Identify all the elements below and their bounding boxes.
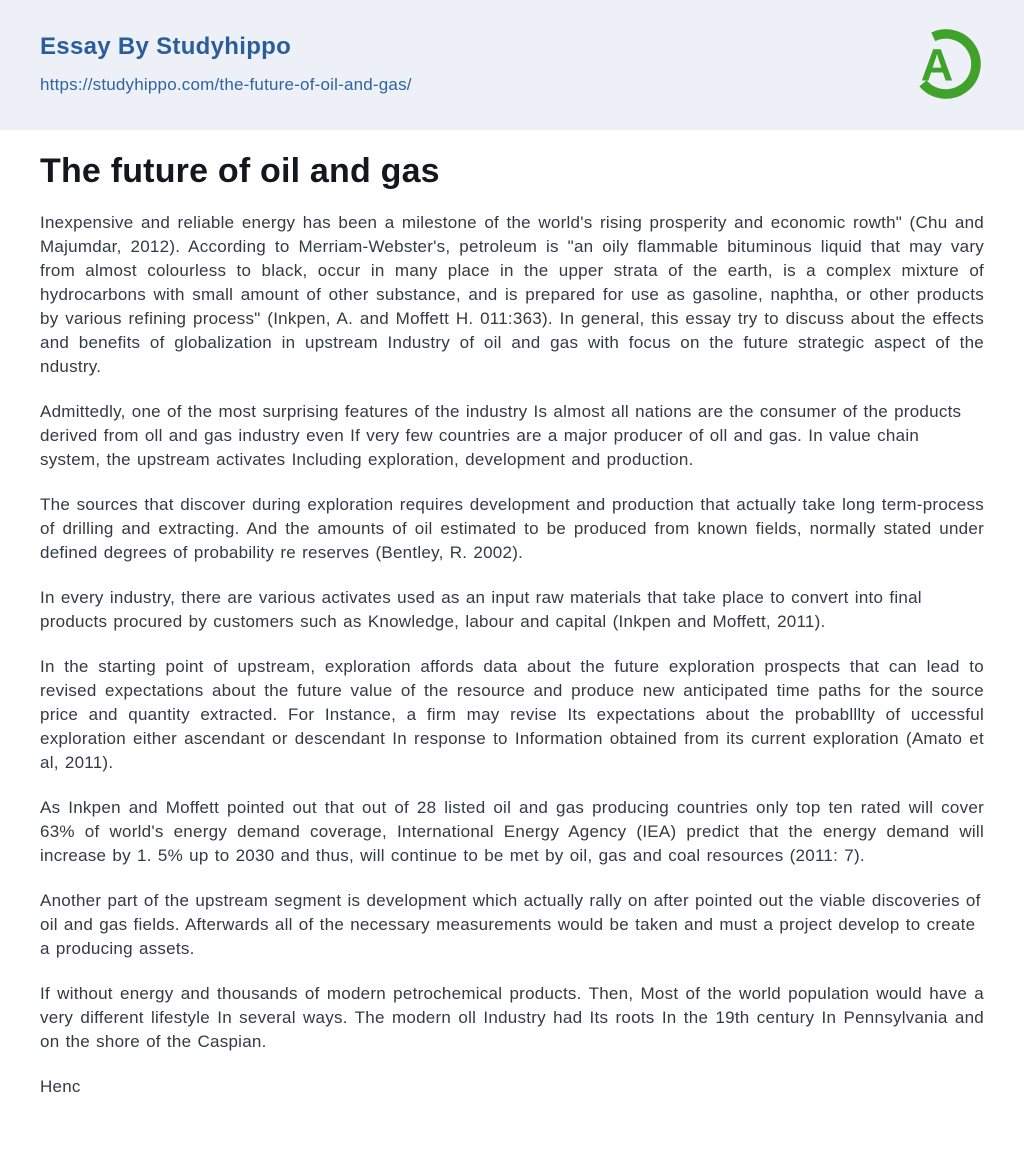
essay-content <box>0 130 1024 1160</box>
essay-paragraph: In every industry, there are various activates used as an input raw materials that take place to convert into final products procured by customers such as Knowledge, labour and capital (Inkpen and Moffett, 2011). <box>40 588 922 631</box>
essay-paragraph: In the starting point of upstream, exploration affords data about the future exploration prospects that can lead to revised expectations about the future value of the resource and produce new anticipated time paths for the source price and quantity extracted. For Instance, a firm may revise Its expectations about the probablllty of uccessful exploration either ascendant or descendant In response to Information obtained from its current exploration (Amato et al, 2011). <box>40 657 984 772</box>
essay-body <box>40 211 984 1099</box>
header-text-block <box>40 33 412 95</box>
studyhippo-logo-icon <box>906 22 986 106</box>
essay-paragraph: If without energy and thousands of modern petrochemical products. Then, Most of the world population would have a very different lifestyle In several ways. The modern oll Industry had Its roots In the 19th century In Pennsylvania and on the shore of the Caspian. <box>40 984 984 1051</box>
site-title: Essay By Studyhippo <box>40 33 292 60</box>
page-header <box>0 0 1024 130</box>
source-url-link[interactable]: https://studyhippo.com/the-future-of-oil-and-gas/ <box>40 75 412 94</box>
essay-paragraph-truncated: Henc <box>40 1077 81 1096</box>
logo-letter: A <box>920 39 954 91</box>
essay-paragraph: As Inkpen and Moffett pointed out that out of 28 listed oil and gas producing countries only top ten rated will cover 63% of world's energy demand coverage, International Energy Agency (IEA) predict that the energy demand will increase by 1. 5% up to 2030 and thus, will continue to be met by oil, gas and coal resources (2011: 7). <box>40 798 984 865</box>
essay-paragraph: Another part of the upstream segment is development which actually rally on after pointed out the viable discoveries of oil and gas fields. Afterwards all of the necessary measurements would be taken and must a project develop to create a producing assets. <box>40 891 981 958</box>
essay-paragraph: Inexpensive and reliable energy has been a milestone of the world's rising prosperity and economic rowth" (Chu and Majumdar, 2012). According to Merriam-Webster's, petroleum is "an oily flammable bituminous liquid that may vary from almost colourless to black, occur in many place in the upper strata of the earth, is a complex mixture of hydrocarbons with small amount of other substance, and is prepared for use as gasoline, naphtha, or other products by various refining process" (Inkpen, A. and Moffett H. 011:363). In general, this essay try to discuss about the effects and benefits of globalization in upstream Industry of oil and gas with focus on the future strategic aspect of the ndustry. <box>40 213 984 376</box>
essay-title: The future of oil and gas <box>40 152 440 190</box>
essay-paragraph: Admittedly, one of the most surprising features of the industry Is almost all nations are the consumer of the products derived from oll and gas industry even If very few countries are a major producer of oll and gas. In value chain system, the upstream activates Including exploration, development and production. <box>40 402 962 469</box>
essay-paragraph: The sources that discover during exploration requires development and production that actually take long term-process of drilling and extracting. And the amounts of oil estimated to be produced from known fields, normally stated under defined degrees of probability re reserves (Bentley, R. 2002). <box>40 495 984 562</box>
